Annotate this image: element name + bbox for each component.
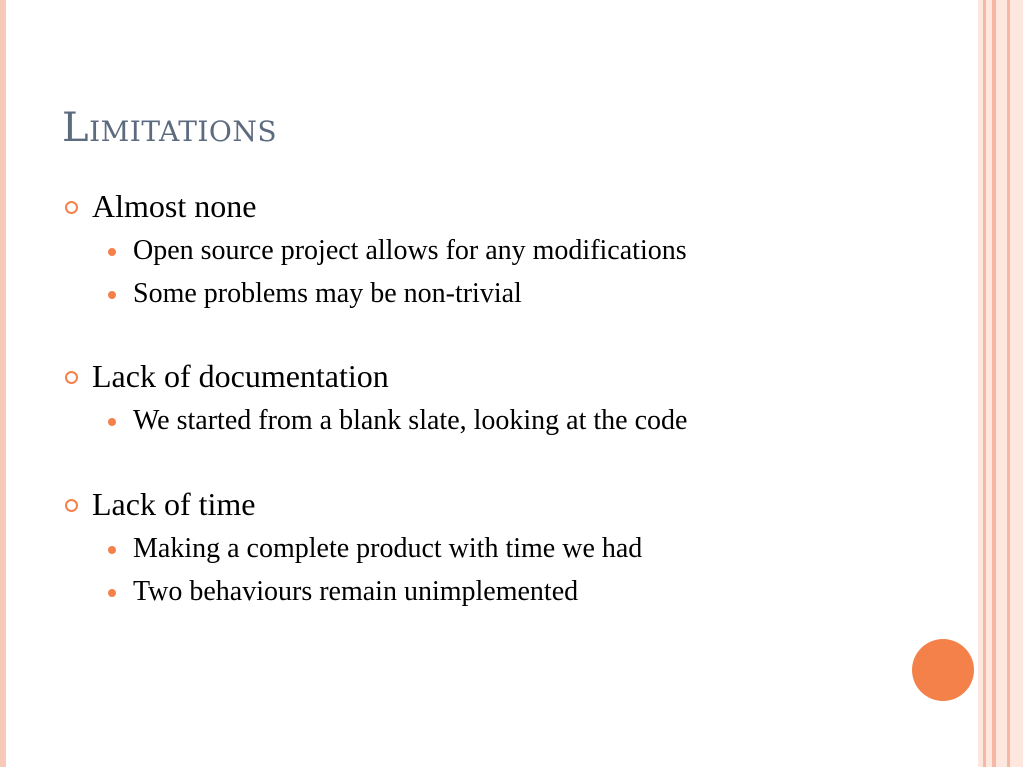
- hollow-circle-bullet-icon: [65, 499, 78, 512]
- list-item: Open source project allows for any modifications: [133, 235, 687, 266]
- list-item: Some problems may be non-trivial: [133, 278, 522, 309]
- filled-circle-bullet-icon: [108, 291, 116, 299]
- slide-title: Limitations: [62, 105, 278, 151]
- decorative-circle: [912, 639, 974, 701]
- list-item: Making a complete product with time we had: [133, 533, 643, 564]
- filled-circle-bullet-icon: [108, 589, 116, 597]
- filled-circle-bullet-icon: [108, 546, 116, 554]
- list-item: We started from a blank slate, looking at the code: [133, 405, 688, 436]
- hollow-circle-bullet-icon: [65, 371, 78, 384]
- section-heading-lack-of-time: Lack of time: [92, 486, 256, 522]
- filled-circle-bullet-icon: [108, 418, 116, 426]
- right-border-band: [1010, 0, 1023, 767]
- section-heading-almost-none: Almost none: [92, 188, 257, 224]
- left-border-stripe: [0, 0, 6, 767]
- filled-circle-bullet-icon: [108, 248, 116, 256]
- right-border-band: [996, 0, 1007, 767]
- list-item: Two behaviours remain unimplemented: [133, 576, 579, 607]
- section-heading-lack-of-documentation: Lack of documentation: [92, 358, 389, 394]
- hollow-circle-bullet-icon: [65, 201, 78, 214]
